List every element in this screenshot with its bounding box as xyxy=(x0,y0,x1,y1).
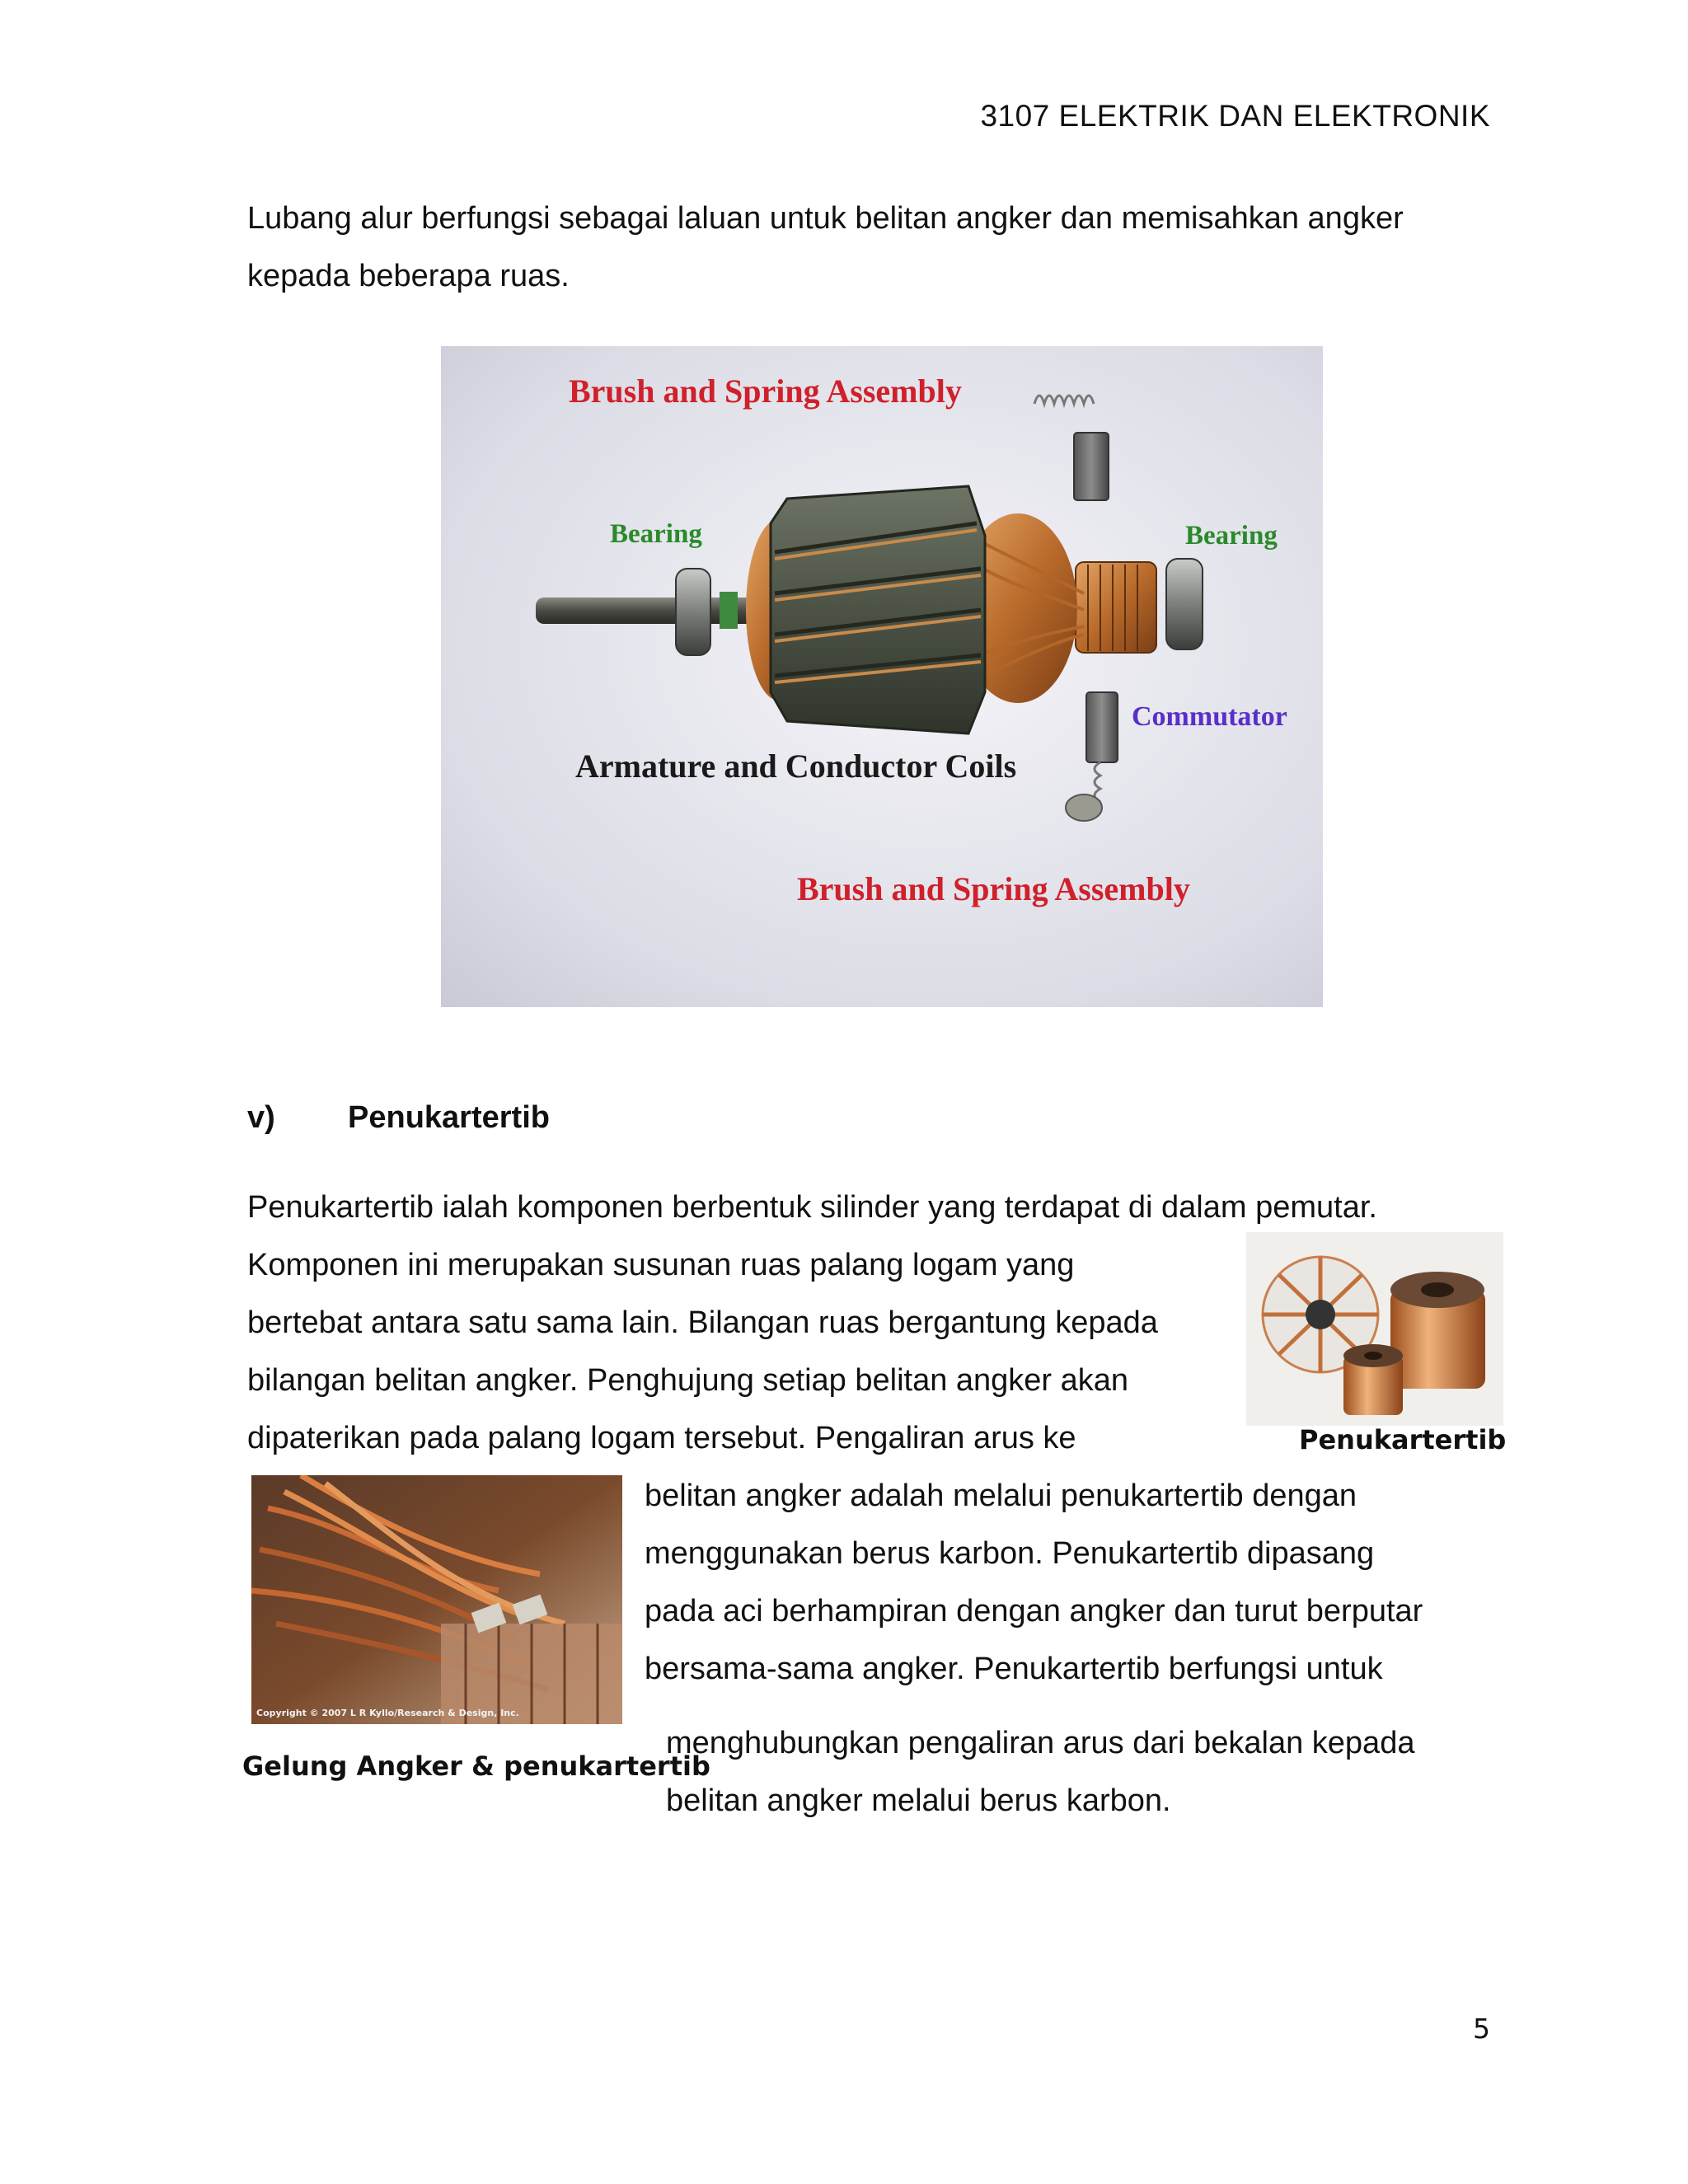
intro-paragraph xyxy=(247,190,1500,305)
label-brush-top: Brush and Spring Assembly xyxy=(569,373,962,410)
body-line: menghubungkan pengaliran arus dari bekalan kepada xyxy=(666,1726,1415,1760)
section-title: Penukartertib xyxy=(348,1100,550,1135)
body-paragraph-c xyxy=(666,1714,1523,1830)
coil-copyright: Copyright © 2007 L R Kyllo/Research & Design, Inc. xyxy=(256,1708,519,1718)
coil-caption: Gelung Angker & penukartertib xyxy=(242,1750,710,1782)
label-bearing-right: Bearing xyxy=(1185,521,1278,551)
page-header: 3107 ELEKTRIK DAN ELEKTRONIK xyxy=(980,99,1490,133)
commutator-photo xyxy=(1246,1232,1503,1426)
body-line: Komponen ini merupakan susunan ruas palang logam yang xyxy=(247,1248,1075,1282)
body-line: belitan angker adalah melalui penukartertib dengan xyxy=(645,1479,1357,1513)
body-line: pada aci berhampiran dengan angker dan turut berputar xyxy=(645,1594,1423,1629)
armature-photo xyxy=(441,346,1323,1007)
body-line: Penukartertib ialah komponen berbentuk silinder yang terdapat di dalam pemutar. xyxy=(247,1190,1377,1225)
label-brush-bottom: Brush and Spring Assembly xyxy=(797,870,1190,907)
label-bearing-left: Bearing xyxy=(610,519,702,549)
body-line: bersama-sama angker. Penukartertib berfungsi untuk xyxy=(645,1652,1383,1686)
coil-commutator-photo xyxy=(251,1475,622,1724)
body-line: menggunakan berus karbon. Penukartertib dipasang xyxy=(645,1536,1375,1571)
body-paragraph-b xyxy=(645,1467,1518,1698)
commutator-caption: Penukartertib xyxy=(1299,1424,1507,1455)
armature-figure xyxy=(441,346,1323,1007)
label-commutator: Commutator xyxy=(1132,701,1287,732)
intro-line: kepada beberapa ruas. xyxy=(247,259,570,293)
section-number: v) xyxy=(247,1100,275,1135)
body-line: belitan angker melalui berus karbon. xyxy=(666,1783,1171,1818)
body-line: dipaterikan pada palang logam tersebut. Pengaliran arus ke xyxy=(247,1421,1076,1455)
label-armature: Armature and Conductor Coils xyxy=(575,748,1017,785)
intro-line: Lubang alur berfungsi sebagai laluan untuk belitan angker dan memisahkan angker xyxy=(247,201,1404,236)
page-number: 5 xyxy=(1473,2013,1490,2045)
body-line: bertebat antara satu sama lain. Bilangan ruas bergantung kepada xyxy=(247,1305,1158,1340)
body-line: bilangan belitan angker. Penghujung setiap belitan angker akan xyxy=(247,1363,1129,1398)
